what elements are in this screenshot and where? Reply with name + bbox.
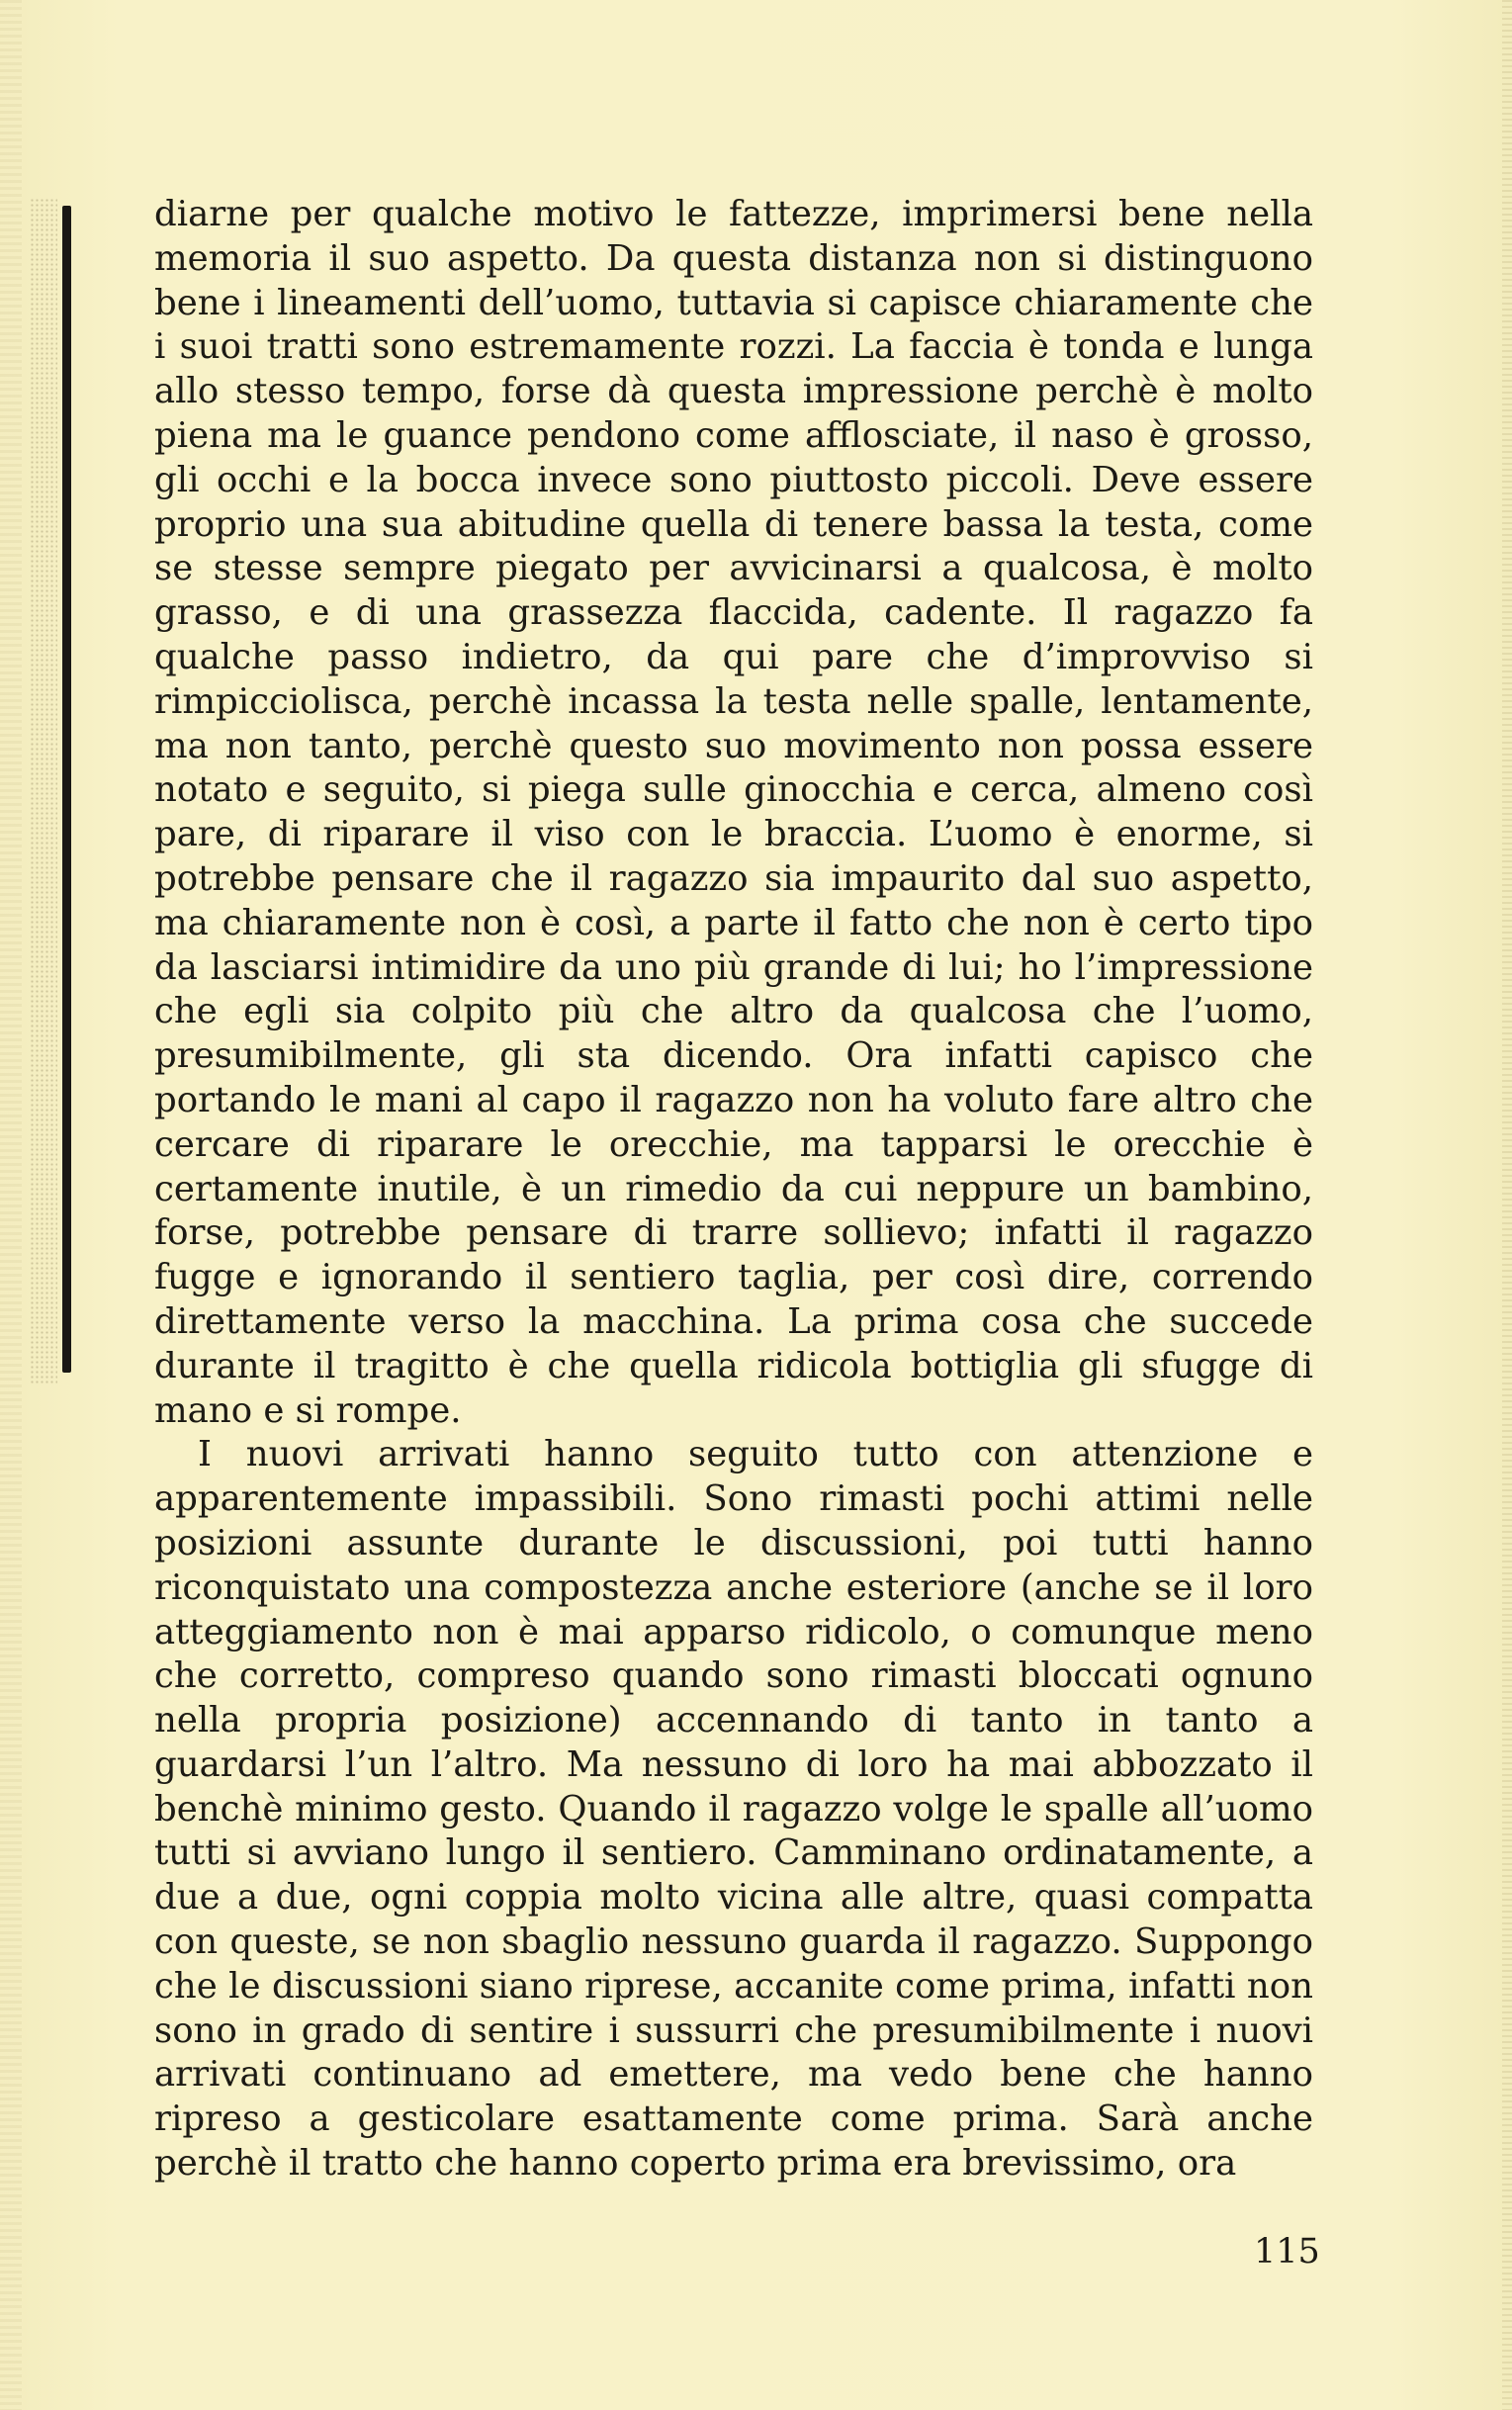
- page-gutter-shadow: [0, 0, 22, 2410]
- margin-marker-bar: [62, 206, 71, 1373]
- paragraph-1: diarne per qualche motivo le fattezze, imprimersi bene nella memoria il suo aspetto. Da questa distanza non si distinguono bene i lineamenti dell’uomo, tuttavia si capisce chiaramente che i suoi tratti sono estremamente rozzi. La faccia è tonda e lunga allo stesso tempo, forse dà questa impressione perchè è molto piena ma le guance pendono come afflosciate, il naso è grosso, gli occhi e la bocca invece sono piuttosto piccoli. Deve essere proprio una sua abitudine quella di tenere bassa la testa, come se stesse sempre piegato per avvicinarsi a qualcosa, è molto grasso, e di una grassezza flaccida, cadente. Il ragazzo fa qualche passo indietro, da qui pare che d’improvviso si rimpicciolisca, perchè incassa la testa nelle spalle, lentamente, ma non tanto, perchè questo suo movimento non possa essere notato e seguito, si piega sulle ginocchia e cerca, almeno così pare, di riparare il viso con le braccia. L’uomo è enorme, si potrebbe pensare che il ragazzo sia impaurito dal suo aspetto, ma chiaramente non è così, a parte il fatto che non è certo tipo da lasciarsi intimidire da uno più grande di lui; ho l’impressione che egli sia colpito più che altro da qualcosa che l’uomo, presumibilmente, gli sta dicendo. Ora infatti capisco che portando le mani al capo il ragazzo non ha voluto fare altro che cercare di riparare le orecchie, ma tapparsi le orecchie è certamente inutile, è un rimedio da cui neppure un bambino, forse, potrebbe pensare di trarre sollievo; infatti il ragazzo fugge e ignorando il sentiero taglia, per così dire, correndo direttamente verso la macchina. La prima cosa che succede durante il tragitto è che quella ridicola bottiglia gli sfugge di mano e si rompe.: [154, 194, 1313, 1431]
- page-number: 115: [1254, 2232, 1320, 2272]
- paragraph-2: I nuovi arrivati hanno seguito tutto con attenzione e apparentemente impassibili. Sono rimasti pochi attimi nelle posizioni assunte durante le discussioni, poi tutti hanno riconquistato una compostezza anche esteriore (anche se il loro atteggiamento non è mai apparso ridicolo, o comunque meno che corretto, compreso quando sono rimasti bloccati ognuno nella propria posizione) accennando di tanto in tanto a guardarsi l’un l’altro. Ma nessuno di loro ha mai abbozzato il benchè minimo gesto. Quando il ragazzo volge le spalle all’uomo tutti si avviano lungo il sentiero. Camminano ordinatamente, a due a due, ogni coppia molto vicina alle altre, quasi compatta con queste, se non sbaglio nessuno guarda il ragazzo. Suppongo che le discussioni siano riprese, accanite come prima, infatti non sono in grado di sentire i sussurri che presumibilmente i nuovi arrivati continuano ad emettere, ma vedo bene che hanno ripreso a gesticolare esattamente come prima. Sarà anche perchè il tratto che hanno coperto prima era brevissimo, ora: [154, 1434, 1313, 2185]
- body-text: [154, 193, 1313, 2187]
- margin-texture: [30, 198, 57, 1384]
- page-right-edge: [1502, 0, 1512, 2410]
